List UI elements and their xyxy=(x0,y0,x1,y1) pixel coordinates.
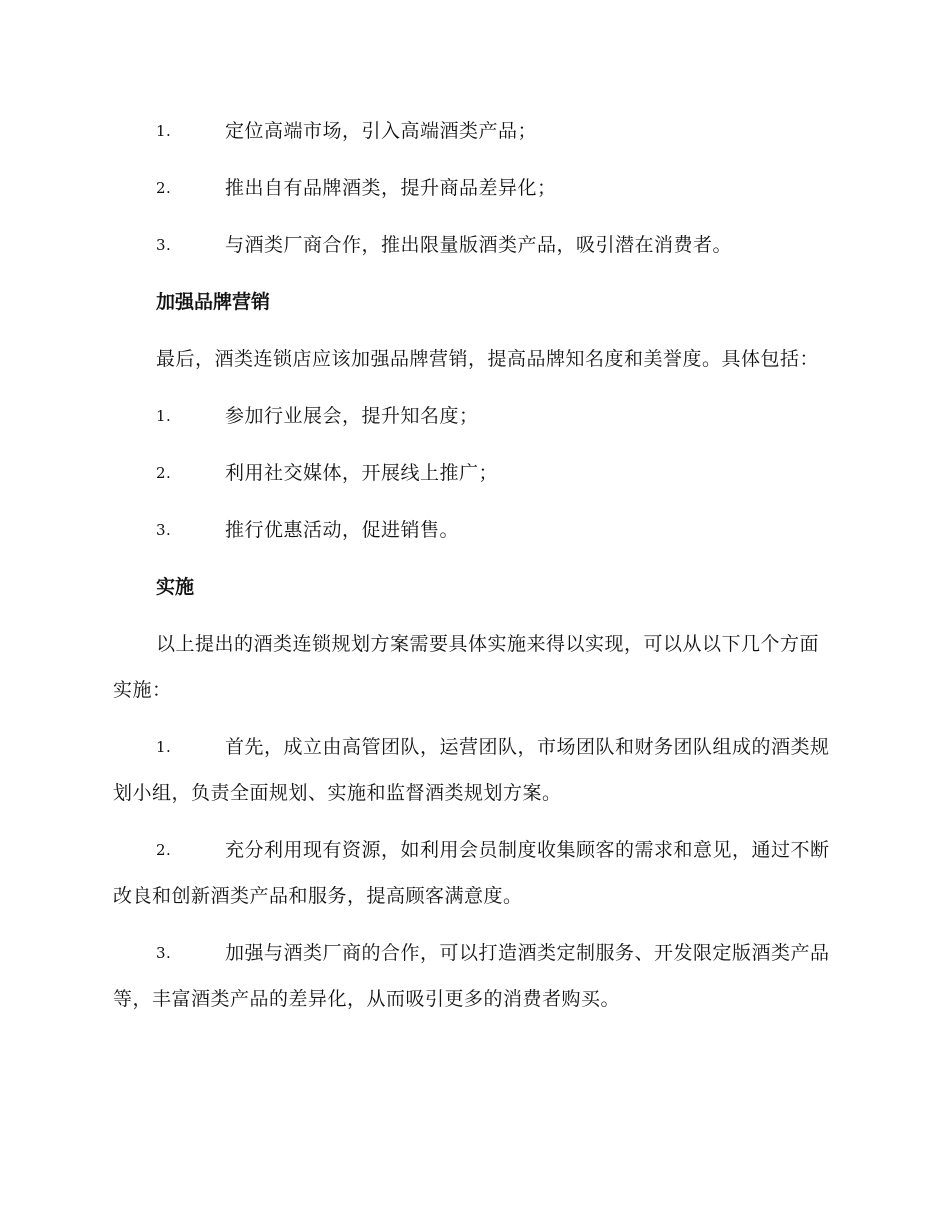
list-item xyxy=(113,724,835,816)
list-number: 3. xyxy=(156,944,172,962)
list-number: 1. xyxy=(156,122,172,140)
document-body xyxy=(113,108,835,1033)
paragraph-brand-marketing-intro: 最后，酒类连锁店应该加强品牌营销，提高品牌知名度和美誉度。具体包括： xyxy=(156,348,820,370)
list-number: 3. xyxy=(156,236,172,254)
list-number: 2. xyxy=(156,464,172,482)
list-number: 1. xyxy=(156,738,172,756)
paragraph-implementation-intro: 以上提出的酒类连锁规划方案需要具体实施来得以实现，可以从以下几个方面实施： xyxy=(113,633,820,701)
list-item xyxy=(113,165,835,211)
section-heading-implementation: 实施 xyxy=(156,576,195,598)
list-item xyxy=(113,827,835,919)
list-text: 推行优惠活动，促进销售。 xyxy=(225,519,460,541)
list-number: 1. xyxy=(156,407,172,425)
list-text: 参加行业展会，提升知名度； xyxy=(225,405,479,427)
list-text: 推出自有品牌酒类，提升商品差异化； xyxy=(225,177,557,199)
list-item xyxy=(113,108,835,154)
list-text: 首先，成立由高管团队，运营团队，市场团队和财务团队组成的酒类规划小组，负责全面规划、实施和监督酒类规划方案。 xyxy=(113,736,830,804)
list-number: 2. xyxy=(156,179,172,197)
list-text: 定位高端市场，引入高端酒类产品； xyxy=(225,120,538,142)
list-item xyxy=(113,222,835,268)
list-item xyxy=(113,507,835,553)
list-text: 利用社交媒体，开展线上推广； xyxy=(225,462,499,484)
list-text: 加强与酒类厂商的合作，可以打造酒类定制服务、开发限定版酒类产品等，丰富酒类产品的差异化，从而吸引更多的消费者购买。 xyxy=(113,942,830,1010)
list-number: 3. xyxy=(156,521,172,539)
list-text: 与酒类厂商合作，推出限量版酒类产品，吸引潜在消费者。 xyxy=(225,234,733,256)
section-heading-brand-marketing: 加强品牌营销 xyxy=(156,291,271,313)
list-number: 2. xyxy=(156,841,172,859)
list-item xyxy=(113,393,835,439)
list-text: 充分利用现有资源，如利用会员制度收集顾客的需求和意见，通过不断改良和创新酒类产品和服务，提高顾客满意度。 xyxy=(113,839,830,907)
list-item xyxy=(113,450,835,496)
list-item xyxy=(113,930,835,1022)
